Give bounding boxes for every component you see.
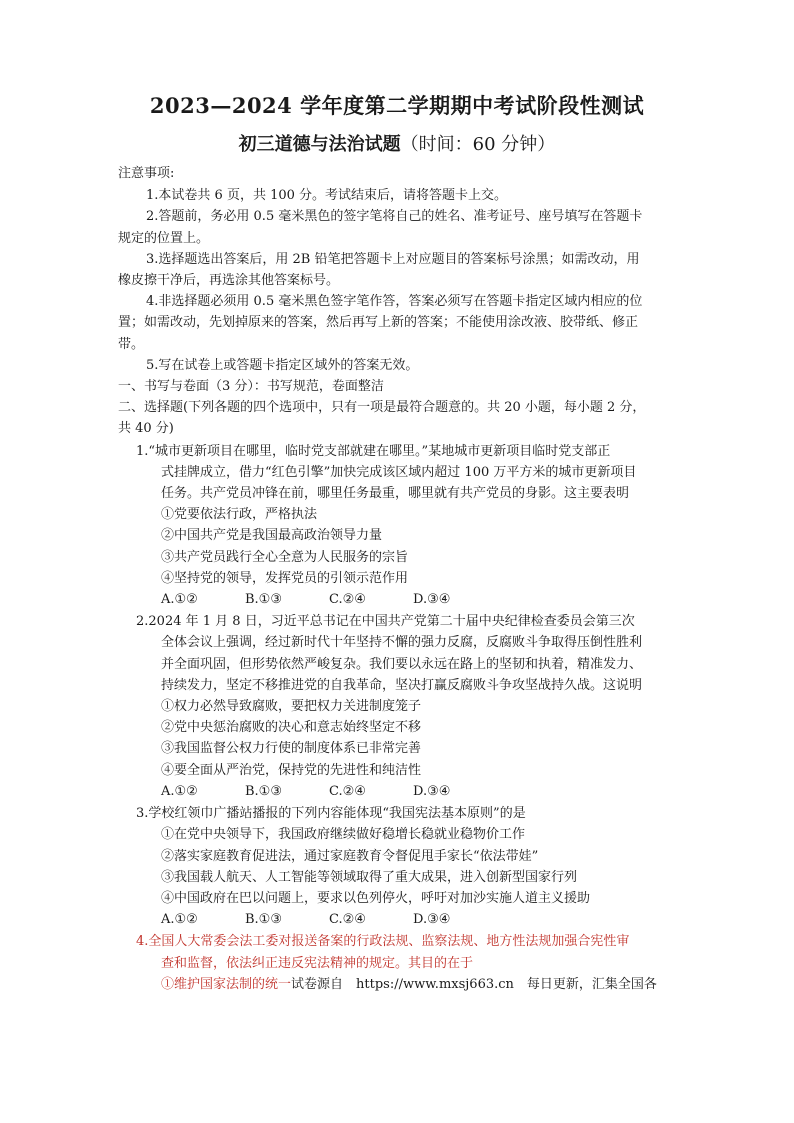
question-1: 1.“城市更新项目在哪里，临时党支部就建在哪里。”某地城市更新项目临时党支部正 式挂牌成立，借力“红色引擎”加快完成该区域内超过 100 万平方米的城市更新项目 任务。共产党员冲锋在前，哪里任务最重，哪里就有共产党员的身影。这主要表明 ①党要依法行政，严格执法 ②中国共产党是我国最高政治领导力量 ③共产党员践行全心全意为人民服务的宗旨 ④坚持党的领导，发挥党员的引领示范作用 A.①② B.①③ C.②④ D.③④ <box>118 441 690 611</box>
choice-b: B.①③ <box>245 592 282 608</box>
choice-d: D.③④ <box>413 592 451 608</box>
notice-title: 注意事项: <box>118 166 175 181</box>
option-statement: ④中国政府在巴以问题上，要求以色列停火，呼吁对加沙实施人道主义援助 <box>161 890 591 906</box>
question-2: 2.2024 年 1 月 8 日，习近平总书记在中国共产党第二十届中央纪律检查委员会第三次 全体会议上强调，经过新时代十年坚持不懈的强力反腐，反腐败斗争取得压倒性胜利 并全面巩固，但形势依然严峻复杂。我们要以永远在路上的坚韧和执着，精准发力、 持续发力，坚定不移推进党的自我革命，坚决打赢反腐败斗争攻坚战持久战。这说明 ①权力必然导致腐败，要把权力关进制度笼子 ②党中央惩治腐败的决心和意志始终坚定不移 ③我国监督公权力行使的制度体系已非常完善 ④要全面从严治党，保持党的先进性和纯洁性 A.①② B.①③ C.②④ D.③④ <box>118 611 690 802</box>
exam-subtitle <box>0 130 794 156</box>
question-3: 3.学校红领巾广播站播报的下列内容能体现“我国宪法基本原则”的是 ①在党中央领导下，我国政府继续做好稳增长稳就业稳物价工作 ②落实家庭教育促进法，通过家庭教育令督促甩手家长“依法带娃” ③我国载人航天、人工智能等领域取得了重大成果，进入创新型国家行列 ④中国政府在巴以问题上，要求以色列停火，呼吁对加沙实施人道主义援助 A.①② B.①③ C.②④ D.③④ <box>118 803 690 930</box>
option-and-watermark <box>118 974 690 995</box>
option-statement: ①在党中央领导下，我国政府继续做好稳增长稳就业稳物价工作 <box>161 827 526 843</box>
option-statement: ③我国载人航天、人工智能等领域取得了重大成果，进入创新型国家行列 <box>161 869 578 885</box>
option-statement: ④要全面从严治党，保持党的先进性和纯洁性 <box>161 762 422 778</box>
choice-a: A.①② <box>161 783 198 799</box>
option-statement: ④坚持党的领导，发挥党员的引领示范作用 <box>161 570 409 586</box>
answer-choices <box>118 909 690 930</box>
option-statement: ①党要依法行政，严格执法 <box>161 507 318 523</box>
choice-a: A.①② <box>161 912 198 928</box>
section-2-heading: 二、选择题(下列各题的四个选项中，只有一项是最符合题意的。共 20 小题，每小题 2 分， 共 40 分) <box>118 400 646 437</box>
section-1-heading: 一、书写与卷面（3 分）：书写规范，卷面整洁 <box>118 379 384 395</box>
choice-b: B.①③ <box>245 783 282 799</box>
option-statement: ②党中央惩治腐败的决心和意志始终坚定不移 <box>161 720 422 736</box>
answer-choices <box>118 589 690 610</box>
choice-c: C.②④ <box>329 592 366 608</box>
choice-d: D.③④ <box>413 783 451 799</box>
notice-item-5: 5.写在试卷上或答题卡指定区域外的答案无效。 <box>146 357 419 373</box>
choice-c: C.②④ <box>329 912 366 928</box>
exam-body <box>118 163 690 995</box>
notice-item-1: 1.本试卷共 6 页，共 100 分。考试结束后，请将答题卡上交。 <box>146 188 508 204</box>
option-statement: ①权力必然导致腐败，要把权力关进制度笼子 <box>161 699 422 715</box>
option-statement: ③共产党员践行全心全意为人民服务的宗旨 <box>161 549 409 565</box>
notice-item-3: 3.选择题选出答案后，用 2B 铅笔把答题卡上对应题目的答案标号涂黑；如需改动，用 橡皮擦干净后，再选涂其他答案标号。 <box>118 251 640 289</box>
option-statement: ②中国共产党是我国最高政治领导力量 <box>161 528 383 544</box>
choice-c: C.②④ <box>329 783 366 799</box>
subtitle-main: 初三道德与法治试题 <box>238 134 401 155</box>
option-statement: ①维护国家法制的统一 <box>161 976 292 992</box>
notice-item-4: 4.非选择题必须用 0.5 毫米黑色签字笔作答，答案必须写在答题卡指定区域内相应的位 置；如需改动，先划掉原来的答案，然后再写上新的答案；不能使用涂改液、胶带纸、修正 带。 <box>118 294 643 352</box>
source-watermark: 试卷源自 https://www.mxsj663.cn 每日更新，汇集全国各 <box>291 976 657 992</box>
option-statement: ③我国监督公权力行使的制度体系已非常完善 <box>161 741 422 757</box>
exam-title: 2023—2024 学年度第二学期期中考试阶段性测试 <box>149 93 645 118</box>
choice-d: D.③④ <box>413 912 451 928</box>
question-4: 4.全国人大常委会法工委对报送备案的行政法规、监察法规、地方性法规加强合宪性审 查和监督，依法纠正违反宪法精神的规定。其目的在于 ①维护国家法制的统一试卷源自 https://www.mxsj663.cn 每日更新，汇集全国各 <box>118 931 690 995</box>
answer-choices <box>118 781 690 802</box>
notice-item-2: 2.答题前，务必用 0.5 毫米黑色的签字笔将自己的姓名、准考证号、座号填写在答题卡 规定的位置上。 <box>118 209 643 246</box>
choice-b: B.①③ <box>245 912 282 928</box>
subtitle-time: （时间：60 分钟） <box>400 134 556 155</box>
choice-a: A.①② <box>161 592 198 608</box>
option-statement: ②落实家庭教育促进法，通过家庭教育令督促甩手家长“依法带娃” <box>161 848 539 864</box>
